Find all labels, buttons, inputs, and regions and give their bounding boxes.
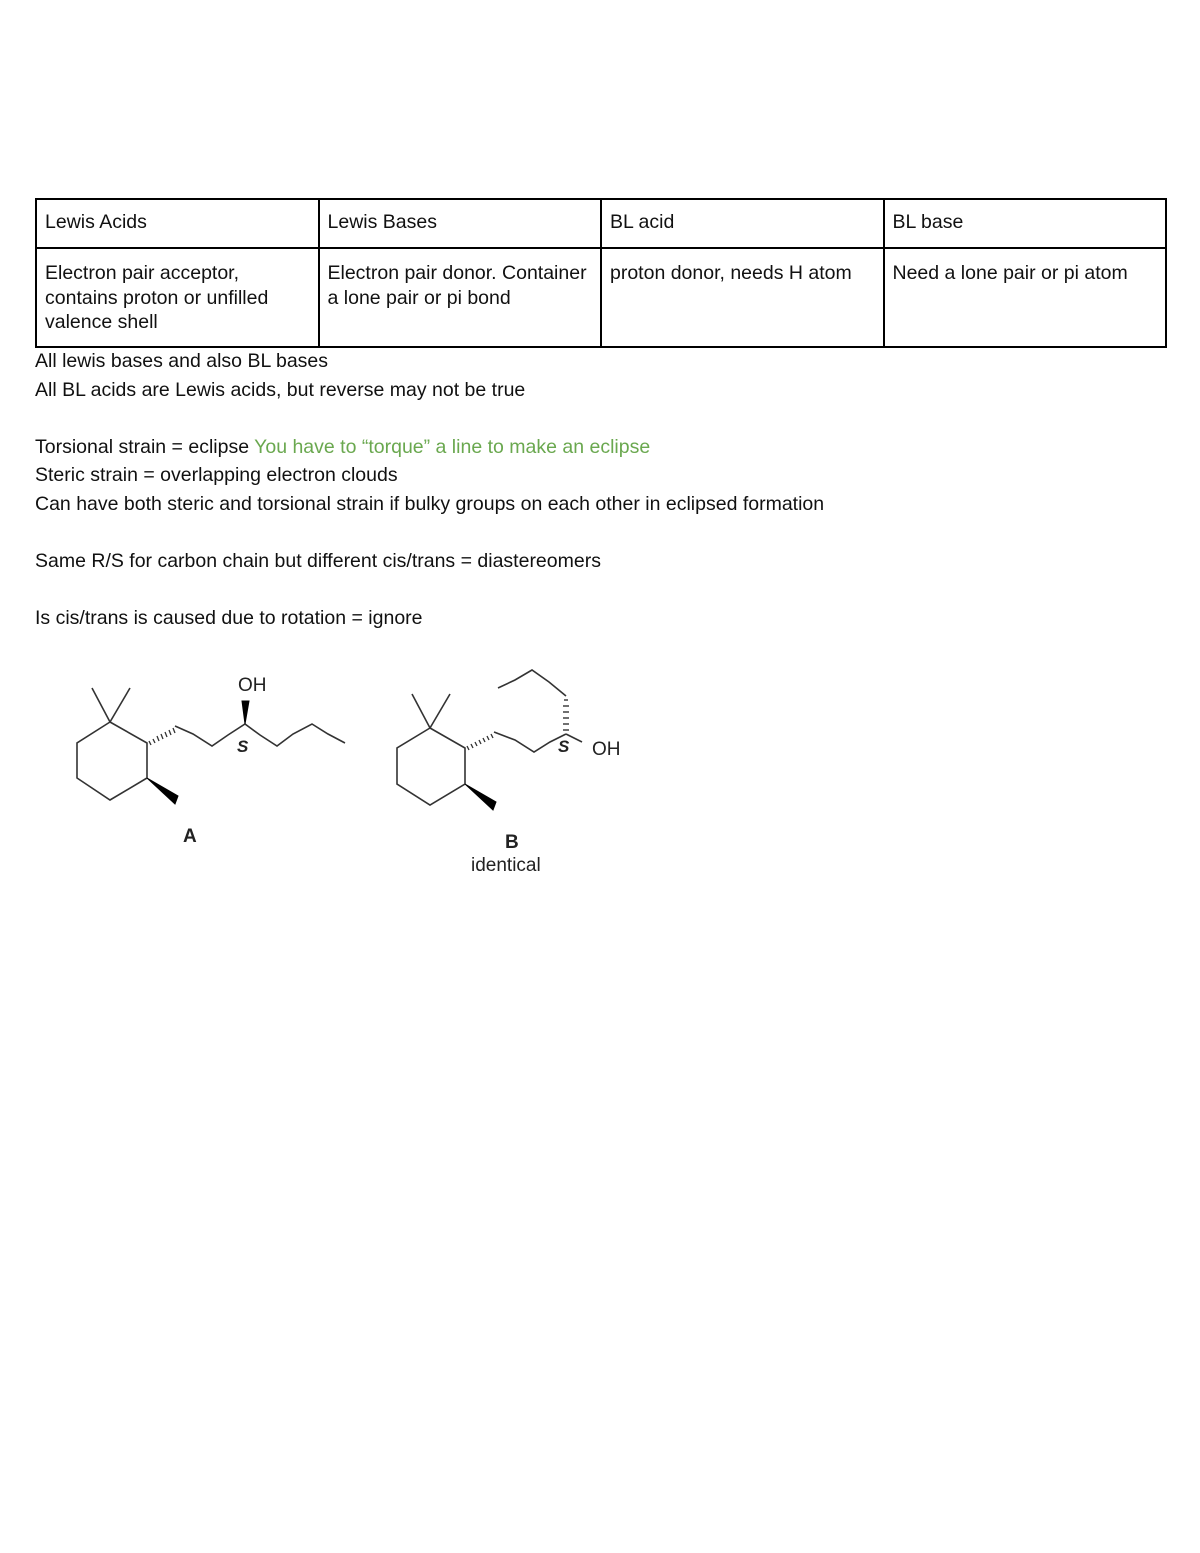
note-rotation: Is cis/trans is caused due to rotation = ignore bbox=[35, 606, 423, 629]
cell-lewis-acids: Electron pair acceptor, contains proton or unfilled valence shell bbox=[36, 248, 319, 347]
config-label-b: S bbox=[558, 737, 570, 756]
acid-base-table bbox=[35, 198, 1167, 348]
cell-lewis-bases: Electron pair donor. Container a lone pair or pi bond bbox=[319, 248, 602, 347]
oh-label-a: OH bbox=[238, 675, 267, 696]
cyclohexane-ring-a bbox=[77, 722, 147, 800]
note-steric-strain: Steric strain = overlapping electron clouds bbox=[35, 464, 398, 486]
header-lewis-acids: Lewis Acids bbox=[36, 199, 319, 248]
hash-bond-chain-b bbox=[563, 700, 569, 730]
hash-bond-a bbox=[149, 728, 175, 745]
table-row bbox=[36, 248, 1166, 347]
torsional-definition: Torsional strain = eclipse bbox=[35, 435, 255, 458]
note-lewis-bases: All lewis bases and also BL bases bbox=[35, 350, 329, 372]
header-bl-base: BL base bbox=[884, 199, 1167, 248]
molecule-b bbox=[397, 670, 582, 810]
notes-body bbox=[35, 347, 1165, 632]
table-header-row bbox=[36, 199, 1166, 248]
wedge-bond-a bbox=[147, 778, 178, 804]
note-bl-acids: All BL acids are Lewis acids, but reverse may not be true bbox=[35, 378, 526, 401]
note-diastereomers: Same R/S for carbon chain but different cis/trans = diastereomers bbox=[35, 549, 601, 572]
header-bl-acid: BL acid bbox=[601, 199, 884, 248]
label-b: B bbox=[505, 832, 519, 853]
wedge-bond-b bbox=[465, 784, 496, 810]
torsional-mnemonic: You have to “torque” a line to make an eclipse bbox=[254, 435, 651, 458]
config-label-a: S bbox=[237, 737, 249, 756]
cell-bl-acid: proton donor, needs H atom bbox=[601, 248, 884, 347]
caption-identical: identical bbox=[471, 855, 541, 876]
cell-bl-base: Need a lone pair or pi atom bbox=[884, 248, 1167, 347]
molecule-figure bbox=[60, 660, 640, 880]
cyclohexane-ring-b bbox=[397, 728, 465, 805]
molecule-a bbox=[77, 688, 345, 804]
note-torsional-strain bbox=[35, 433, 1165, 462]
hash-bond-b bbox=[467, 734, 493, 750]
wedge-oh-a bbox=[242, 701, 249, 724]
header-lewis-bases: Lewis Bases bbox=[319, 199, 602, 248]
note-both-strains: Can have both steric and torsional strain if bulky groups on each other in eclipsed formation bbox=[35, 492, 825, 515]
oh-label-b: OH bbox=[592, 739, 621, 760]
label-a: A bbox=[183, 826, 197, 847]
